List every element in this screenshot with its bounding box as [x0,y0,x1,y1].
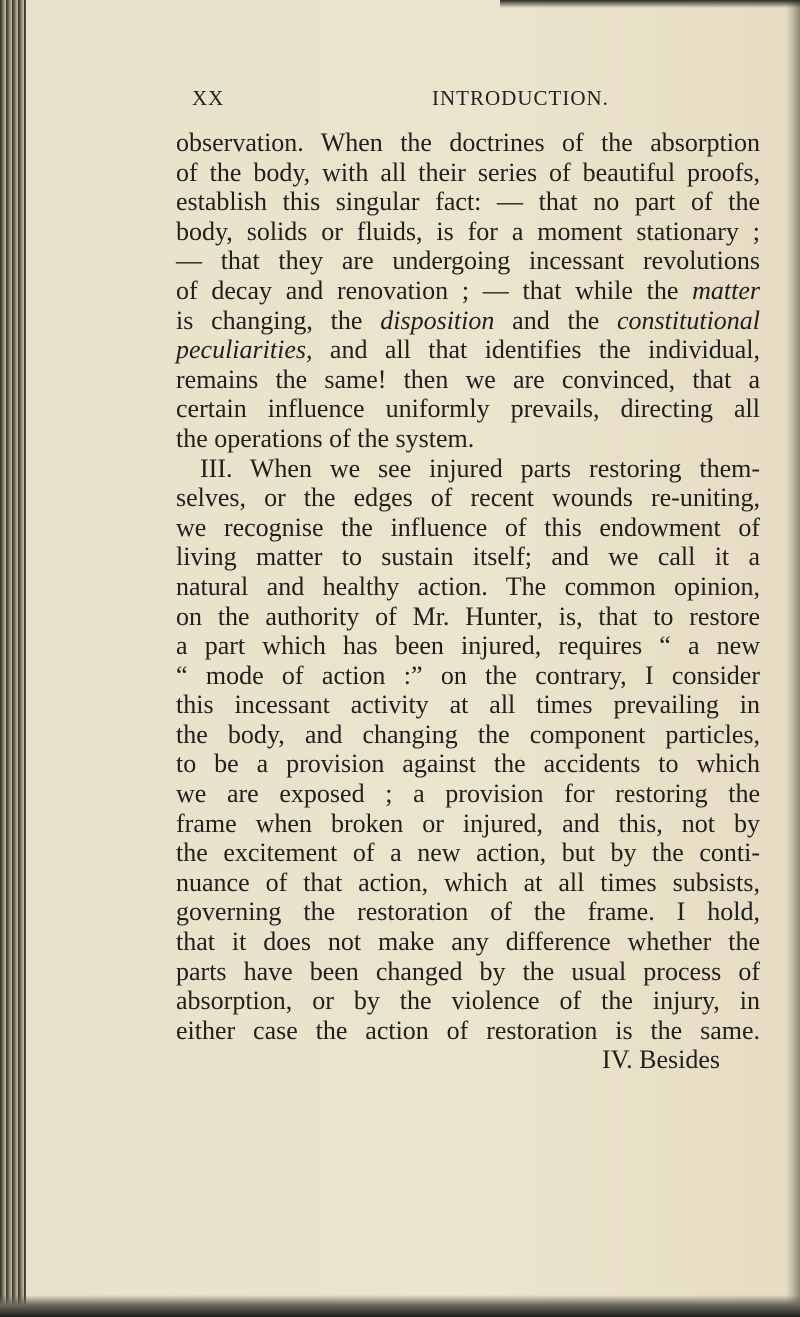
text-line: natural and healthy action. The common opinion, [176,571,760,601]
text-line [176,335,760,365]
italic-term: matter [692,275,761,305]
text-line: we are exposed ; a provision for restoring the [176,779,760,809]
text-line: body, solids or fluids, is for a moment stationary ; [176,216,760,246]
text-line: certain influence uniformly prevails, directing all [176,394,760,424]
text-run: is changing, the [176,305,363,335]
page-number: XX [192,86,225,110]
text-line: living matter to sustain itself; and we call it a [176,542,760,572]
text-line: either case the action of restoration is the same. [176,1015,760,1045]
text-line: selves, or the edges of recent wounds re-uniting, [176,483,760,513]
text-line [176,276,760,306]
italic-term: peculiarities, [176,335,313,365]
text-line: the excitement of a new action, but by the conti- [176,838,760,868]
text-run: and the [512,305,600,335]
text-line: of the body, with all their series of beautiful proofs, [176,157,760,187]
text-line: a part which has been injured, requires “ a new [176,631,760,661]
text-line: nuance of that action, which at all times subsists, [176,867,760,897]
running-header [192,86,612,112]
catchword: IV. Besides [602,1045,720,1075]
text-line: the operations of the system. [176,423,475,453]
italic-term: disposition [380,305,495,335]
text-line: observation. When the doctrines of the absorption [176,128,760,157]
text-run: of decay and renovation ; — that while the [176,275,679,305]
text-line: the body, and changing the component particles, [176,719,760,749]
text-line: that it does not make any difference whether the [176,927,760,957]
text-run: and all that identifies the individual, [329,335,761,365]
text-line: parts have been changed by the usual process of [176,956,760,986]
text-line: this incessant activity at all times prevailing in [176,690,760,720]
text-line: we recognise the influence of this endowment of [176,512,760,542]
text-line: governing the restoration of the frame. I hold, [176,897,760,927]
text-line: on the authority of Mr. Hunter, is, that to restore [176,601,760,631]
page-edge-bottom [0,1295,800,1317]
text-line: “ mode of action :” on the contrary, I consider [176,660,760,690]
text-line: remains the same! then we are convinced, that a [176,364,760,394]
text-line: — that they are undergoing incessant revolutions [176,246,760,276]
text-line: frame when broken or injured, and this, not by [176,808,760,838]
text-line: III. When we see injured parts restoring them- [200,453,760,483]
text-line: to be a provision against the accidents to which [176,749,760,779]
page-edge-right [786,0,800,1317]
page-edge-top [500,0,800,8]
text-line: establish this singular fact: — that no part of the [176,187,760,217]
body-text [176,128,760,1075]
text-line: absorption, or by the violence of the injury, in [176,986,760,1016]
running-title: INTRODUCTION. [432,86,609,110]
book-binding [0,0,26,1317]
text-line [176,306,760,336]
italic-term: constitutional [617,305,761,335]
